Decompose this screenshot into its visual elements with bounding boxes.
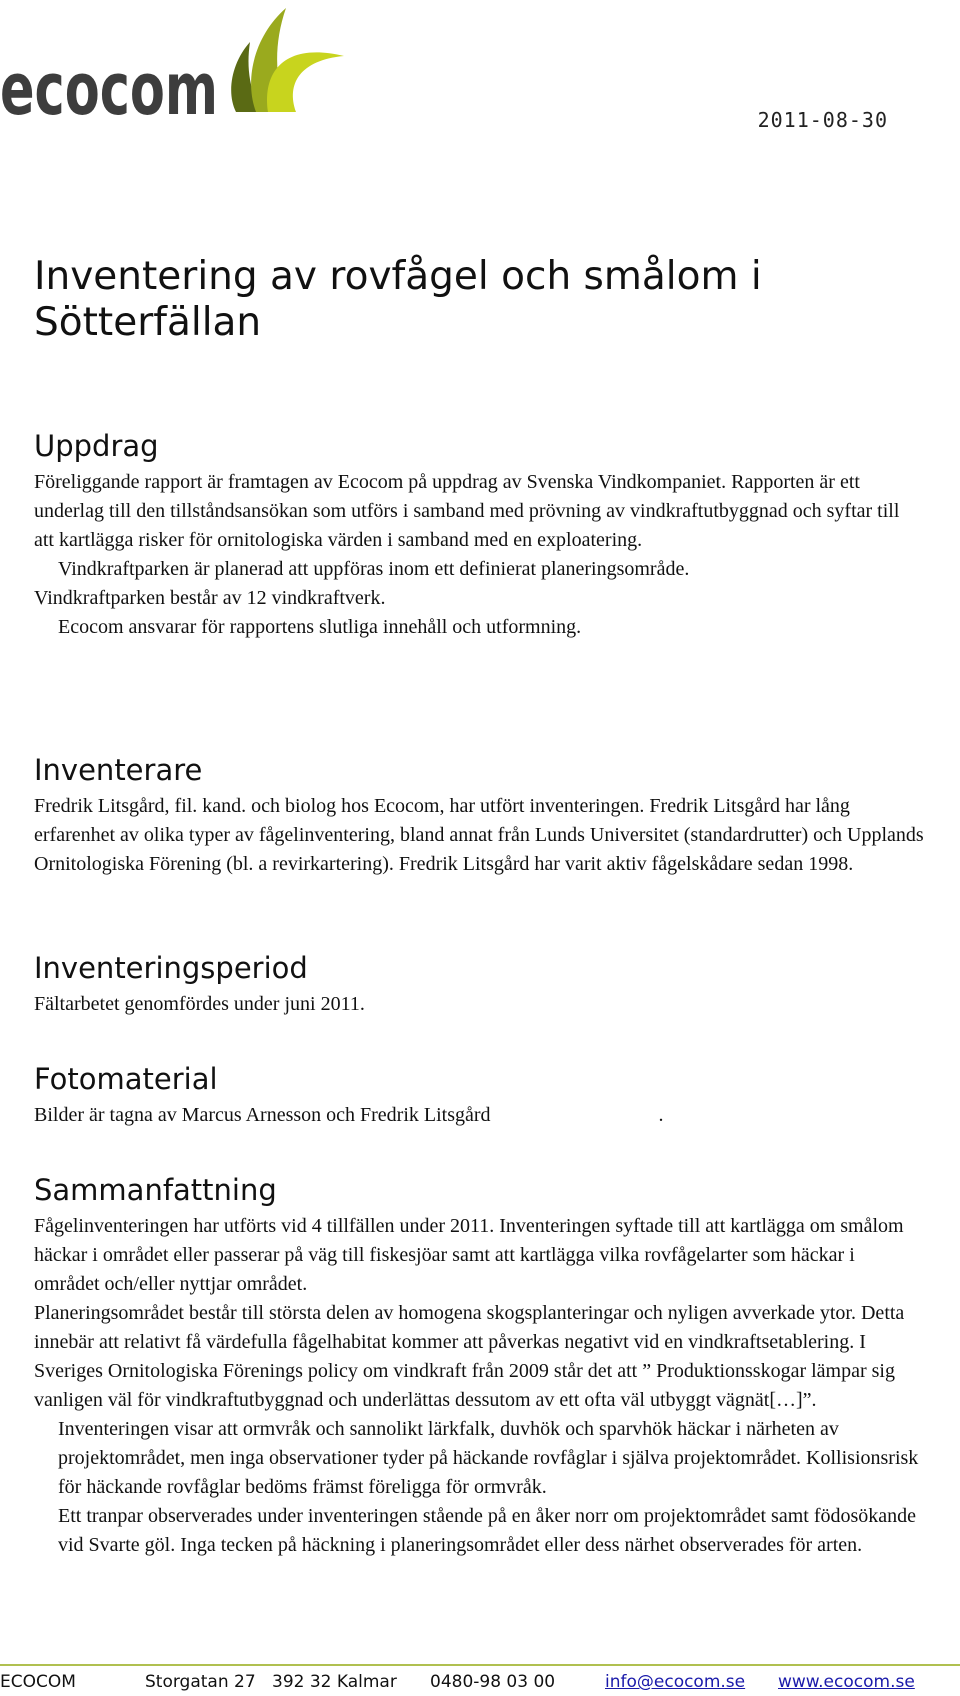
photo-credit: Bilder är tagna av Marcus Arnesson och Fredrik Litsgård: [34, 1104, 491, 1126]
footer-email-link[interactable]: info@ecocom.se: [605, 1672, 746, 1692]
paragraph: Inventeringen visar att ormvråk och sannolikt lärkfalk, duvhök och sparvhök häckar i närheten av projektområdet, men inga observationer tyder på häckande rovfåglar i själva projektområdet. Kollisionsrisk för häckande rovfåglar bedöms främst föreligga för ormvråk.: [58, 1418, 919, 1498]
footer-phone: 0480-98 03 00: [430, 1672, 556, 1692]
footer-city: 392 32 Kalmar: [272, 1672, 397, 1692]
footer: [0, 1670, 960, 1696]
paragraph: Fågelinventeringen har utförts vid 4 tillfällen under 2011. Inventeringen syftade till att kartlägga om smålom häckar i området eller passerar på väg till fiskesjöar samt att kartlägga vilka rovfågelarter som häckar i området och/eller nyttjar området.: [34, 1215, 904, 1295]
paragraph: Ett tranpar observerades under inventeringen stående på en åker norr om projektområdet samt födosökande vid Svarte göl. Inga tecken på häckning i planeringsområdet eller dess närhet observerades för arten.: [58, 1505, 917, 1556]
section-heading: Inventerare: [34, 753, 203, 787]
paragraph: Vindkraftparken består av 12 vindkraftverk.: [34, 587, 386, 609]
section-uppdrag: [34, 428, 924, 642]
logo-text: ecocom: [0, 47, 218, 130]
section-heading: Inventeringsperiod: [34, 951, 308, 985]
paragraph: Föreliggande rapport är framtagen av Ecocom på uppdrag av Svenska Vindkompaniet. Rapporten är ett underlag till den tillståndsansökan som utförs i samband med prövning av vindkraftutbyggnad och syftar till att kartlägga risker för ornitologiska värden i samband med en exploatering.: [34, 471, 900, 551]
paragraph: Ecocom ansvarar för rapportens slutliga innehåll och utformning.: [58, 616, 582, 638]
section-fotomaterial: [34, 1061, 924, 1130]
paragraph: [34, 1101, 924, 1130]
document-title: Inventering av rovfågel och smålom i Sötterfällan: [34, 254, 762, 345]
footer-divider: [0, 1664, 960, 1666]
section-inventerare: [34, 752, 924, 879]
footer-web-link[interactable]: www.ecocom.se: [778, 1672, 915, 1692]
paragraph: Planeringsområdet består till största delen av homogena skogsplanteringar och nyligen avverkade ytor. Detta innebär att relativt få värdefulla fågelhabitat kommer att påverkas negativt vid en vindkraftsetablering. I Sveriges Ornitologiska Förenings policy om vindkraft från 2009 står det att ” Produktionsskogar lämpar sig vanligen väl för vindkraftutbyggnad och underlättas dessutom av ett ofta väl utbyggt vägnät[…]”.: [34, 1302, 905, 1411]
paragraph: Vindkraftparken är planerad att uppföras inom ett definierat planeringsområde.: [58, 558, 690, 580]
section-inventeringsperiod: [34, 950, 924, 1019]
footer-company: ECOCOM: [0, 1672, 76, 1692]
paragraph: Fredrik Litsgård, fil. kand. och biolog hos Ecocom, har utfört inventeringen. Fredrik Litsgård har lång erfarenhet av olika typer av fågelinventering, bland annat från Lunds Universitet (standardrutter) och Upplands Ornitologiska Förening (bl. a revirkartering). Fredrik Litsgård har varit aktiv fågelskådare sedan 1998.: [34, 795, 924, 875]
section-heading: Fotomaterial: [34, 1062, 218, 1096]
paragraph: Fältarbetet genomfördes under juni 2011.: [34, 993, 365, 1015]
period-mark: .: [658, 1104, 664, 1126]
document-date: 2011-08-30: [757, 108, 888, 132]
logo-leaf-light: [267, 52, 344, 112]
section-sammanfattning: [34, 1172, 924, 1560]
section-heading: Sammanfattning: [34, 1173, 277, 1207]
section-heading: Uppdrag: [34, 429, 159, 463]
footer-street: Storgatan 27: [145, 1672, 256, 1692]
ecocom-logo: [0, 0, 370, 130]
